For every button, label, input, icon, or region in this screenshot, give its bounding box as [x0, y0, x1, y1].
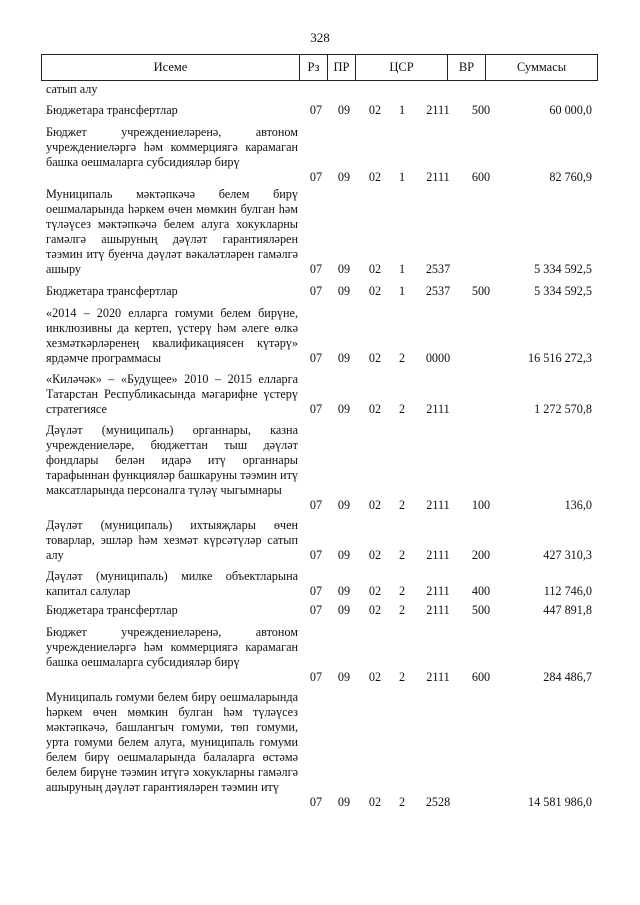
row-pr: 09	[337, 103, 351, 117]
row-csr-2: 1	[398, 284, 406, 298]
row-csr-3: 2111	[426, 103, 450, 117]
row-rz: 07	[309, 548, 323, 562]
row-csr-2: 2	[398, 498, 406, 512]
row-pr: 09	[337, 603, 351, 617]
table-row	[0, 603, 640, 618]
row-name: Дәүләт (муниципаль) органнары, казна учреждениеләре, бюджеттан тыш дәүләт фондлары белән идарә итү органнары тарафыннан функцияләр башкаруны тәэмин итү максатларында персоналга түләү чыгымнары	[46, 423, 298, 497]
row-csr-1: 02	[368, 351, 382, 365]
row-csr-1: 02	[368, 498, 382, 512]
row-rz: 07	[309, 103, 323, 117]
row-csr-2: 1	[398, 103, 406, 117]
row-pr: 09	[337, 795, 351, 809]
table-row	[0, 372, 640, 417]
row-vr: 600	[471, 670, 491, 684]
header-pr: ПР	[328, 55, 356, 81]
row-csr-3: 2111	[426, 402, 450, 416]
row-csr-3: 2111	[426, 548, 450, 562]
row-csr-1: 02	[368, 603, 382, 617]
row-rz: 07	[309, 584, 323, 598]
row-name: Муниципаль мәктәпкәчә белем бирү оешмаларында һәркем өчен мөмкин булган һәм түләүсез мәктәпкәчә белем алуга хокукларны гамәлгә ашыруның дәүләт гарантияләрен тәэмин итү буенча дәүләт вәкаләтләрен гамәлгә ашыру	[46, 187, 298, 276]
row-name: Муниципаль гомуми белем бирү оешмаларында һәркем өчен мөмкин булган һәм түләүсез мәктәпкәчә, башлангыч гомуми, төп гомуми, урта гомуми белем алуга, муниципаль гомуми белем бирү оешмаларында балаларга өстәмә белем бирүне тәэмин итүгә хокукларны гамәлгә ашыруның дәүләт гарантияләрен тәэмин итү	[46, 690, 298, 794]
row-name: «2014 – 2020 елларга гомуми белем бирүне, инклюзивны да кертеп, үстерү һәм әлеге өлкә хезмәткәрләренең квалификациясен күтәрү» ярдәмче программасы	[46, 306, 298, 365]
row-rz: 07	[309, 351, 323, 365]
row-rz: 07	[309, 795, 323, 809]
row-sum: 5 334 592,5	[534, 262, 592, 276]
row-rz: 07	[309, 670, 323, 684]
row-rz: 07	[309, 498, 323, 512]
row-csr-2: 2	[398, 603, 406, 617]
table-row	[0, 306, 640, 366]
row-csr-1: 02	[368, 103, 382, 117]
row-csr-3: 2111	[426, 498, 450, 512]
row-sum: 5 334 592,5	[534, 284, 592, 298]
row-csr-1: 02	[368, 584, 382, 598]
header-rz: Рз	[300, 55, 328, 81]
row-pr: 09	[337, 584, 351, 598]
row-name: Бюджетара трансфертлар	[46, 284, 178, 298]
row-rz: 07	[309, 262, 323, 276]
table-row	[0, 690, 640, 810]
table-row	[0, 187, 640, 277]
row-csr-3: 2111	[426, 603, 450, 617]
row-sum: 284 486,7	[543, 670, 592, 684]
row-sum: 112 746,0	[543, 584, 592, 598]
row-csr-2: 2	[398, 548, 406, 562]
row-sum: 447 891,8	[543, 603, 592, 617]
row-rz: 07	[309, 170, 323, 184]
table-row	[0, 125, 640, 185]
row-csr-2: 2	[398, 351, 406, 365]
row-rz: 07	[309, 603, 323, 617]
row-vr: 600	[471, 170, 491, 184]
row-name: Бюджетара трансфертлар	[46, 103, 178, 117]
row-name: Дәүләт (муниципаль) милке объектларына капитал салулар	[46, 569, 298, 598]
page-number: 328	[310, 30, 330, 45]
row-csr-2: 1	[398, 262, 406, 276]
header-sum: Суммасы	[486, 55, 598, 81]
row-pr: 09	[337, 548, 351, 562]
row-vr: 500	[471, 603, 491, 617]
row-sum: 16 516 272,3	[528, 351, 592, 365]
row-name: «Киләчәк» – «Будущее» 2010 – 2015 елларга Татарстан Республикасында мәгарифне үстерү стратегиясе	[46, 372, 298, 416]
row-csr-1: 02	[368, 170, 382, 184]
row-sum: 60 000,0	[549, 103, 592, 117]
table-row	[0, 82, 640, 97]
row-pr: 09	[337, 284, 351, 298]
row-sum: 14 581 986,0	[528, 795, 592, 809]
row-pr: 09	[337, 262, 351, 276]
row-sum: 427 310,3	[543, 548, 592, 562]
row-csr-3: 2537	[425, 284, 451, 298]
row-csr-1: 02	[368, 284, 382, 298]
row-vr: 200	[471, 548, 491, 562]
row-sum: 136,0	[564, 498, 592, 512]
table-row	[0, 625, 640, 685]
row-csr-3: 2111	[426, 670, 450, 684]
row-vr: 500	[471, 103, 491, 117]
row-csr-3: 2111	[426, 584, 450, 598]
row-pr: 09	[337, 402, 351, 416]
row-csr-1: 02	[368, 402, 382, 416]
row-csr-1: 02	[368, 262, 382, 276]
row-rz: 07	[309, 284, 323, 298]
row-vr: 400	[471, 584, 491, 598]
row-sum: 82 760,9	[549, 170, 592, 184]
row-pr: 09	[337, 498, 351, 512]
row-vr: 500	[471, 284, 491, 298]
table-row	[0, 569, 640, 599]
row-name: Дәүләт (муниципаль) ихтыяҗлары өчен товарлар, эшләр һәм хезмәт күрсәтүләр сатып алу	[46, 518, 298, 562]
row-csr-3: 2537	[425, 262, 451, 276]
row-csr-2: 2	[398, 795, 406, 809]
row-sum: 1 272 570,8	[534, 402, 592, 416]
row-csr-3: 2528	[425, 795, 451, 809]
header-name: Исеме	[42, 55, 300, 81]
table-row	[0, 284, 640, 299]
row-pr: 09	[337, 351, 351, 365]
header-vr: ВР	[448, 55, 486, 81]
header-csr: ЦСР	[356, 55, 448, 81]
row-csr-1: 02	[368, 548, 382, 562]
row-csr-1: 02	[368, 670, 382, 684]
row-csr-3: 0000	[425, 351, 451, 365]
row-csr-2: 1	[398, 170, 406, 184]
row-name: Бюджет учреждениеләренә, автоном учреждениеләргә һәм коммерциягә карамаган башка оешмаларга субсидияләр бирү	[46, 125, 298, 169]
table-row	[0, 518, 640, 563]
row-vr: 100	[471, 498, 491, 512]
row-rz: 07	[309, 402, 323, 416]
row-name: Бюджет учреждениеләренә, автоном учреждениеләргә һәм коммерциягә карамаган башка оешмаларга субсидияләр бирү	[46, 625, 298, 669]
table-row	[0, 423, 640, 513]
row-csr-1: 02	[368, 795, 382, 809]
row-csr-2: 2	[398, 402, 406, 416]
row-pr: 09	[337, 170, 351, 184]
row-name: Бюджетара трансфертлар	[46, 603, 178, 617]
table-row	[0, 103, 640, 118]
row-csr-2: 2	[398, 584, 406, 598]
row-name: сатып алу	[46, 82, 98, 96]
row-pr: 09	[337, 670, 351, 684]
row-csr-2: 2	[398, 670, 406, 684]
row-csr-3: 2111	[426, 170, 450, 184]
